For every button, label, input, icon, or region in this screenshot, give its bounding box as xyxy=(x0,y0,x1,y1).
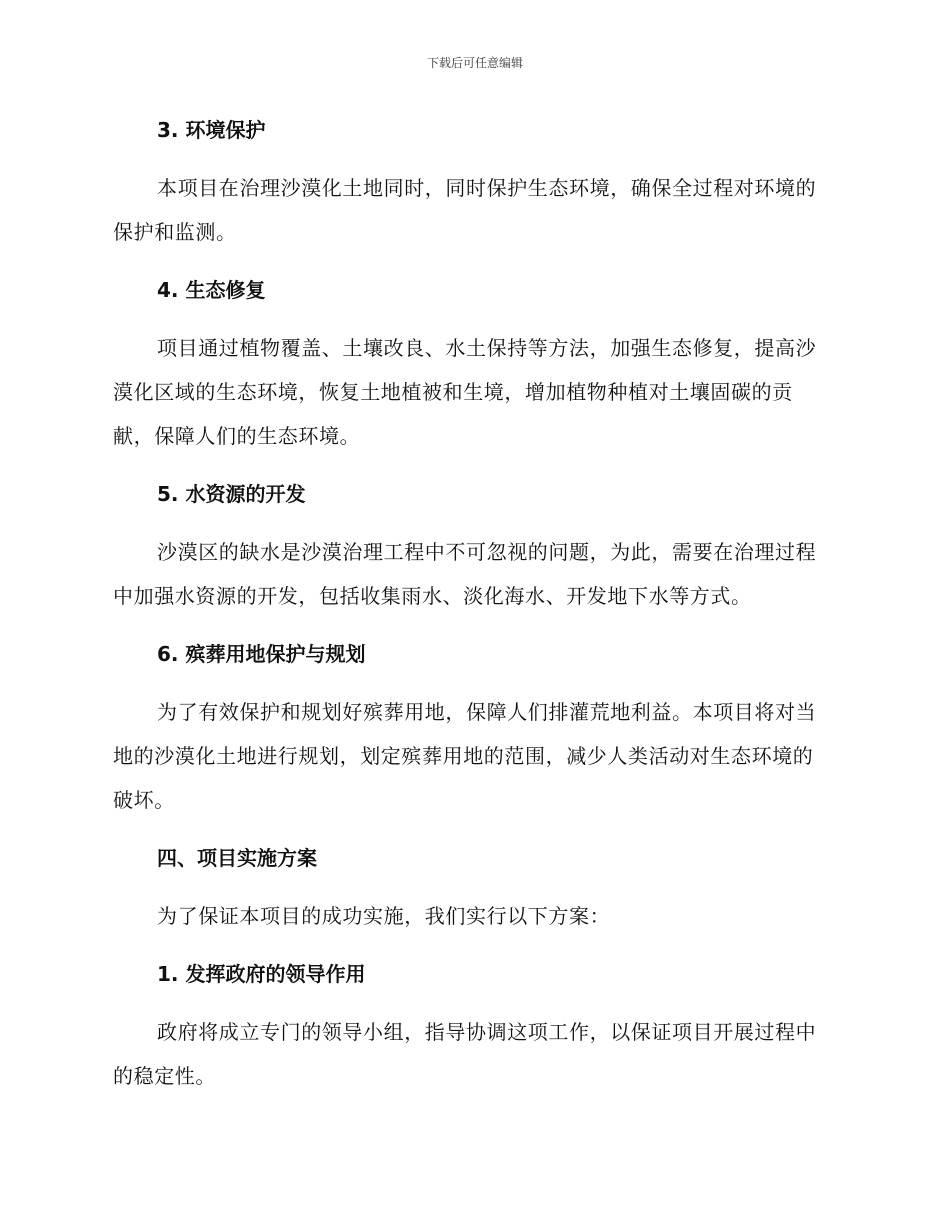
section-paragraph: 项目通过植物覆盖、土壤改良、水土保持等方法，加强生态修复，提高沙漠化区域的生态环境，恢复土地植被和生境，增加植物种植对土壤固碳的贡献，保障人们的生态环境。 xyxy=(113,336,817,448)
section-heading: 1. 发挥政府的领导作用 xyxy=(157,962,366,986)
section-paragraph: 为了保证本项目的成功实施，我们实行以下方案： xyxy=(157,904,611,928)
section-paragraph: 本项目在治理沙漠化土地同时，同时保护生态环境，确保全过程对环境的保护和监测。 xyxy=(113,176,817,244)
section-heading: 3. 环境保护 xyxy=(157,118,266,142)
section-paragraph: 政府将成立专门的领导小组，指导协调这项工作，以保证项目开展过程中的稳定性。 xyxy=(113,1020,817,1088)
page-header: 下载后可任意编辑 xyxy=(426,56,523,70)
section-heading: 四、项目实施方案 xyxy=(157,846,317,870)
section-paragraph: 为了有效保护和规划好殡葬用地，保障人们排灌荒地利益。本项目将对当地的沙漠化土地进行规划，划定殡葬用地的范围，减少人类活动对生态环境的破坏。 xyxy=(113,700,817,812)
section-heading: 5. 水资源的开发 xyxy=(157,482,306,506)
section-heading: 4. 生态修复 xyxy=(157,278,266,302)
document-body xyxy=(113,108,833,1098)
section-paragraph: 沙漠区的缺水是沙漠治理工程中不可忽视的问题，为此，需要在治理过程中加强水资源的开发，包括收集雨水、淡化海水、开发地下水等方式。 xyxy=(113,540,817,608)
section-heading: 6. 殡葬用地保护与规划 xyxy=(157,642,366,666)
